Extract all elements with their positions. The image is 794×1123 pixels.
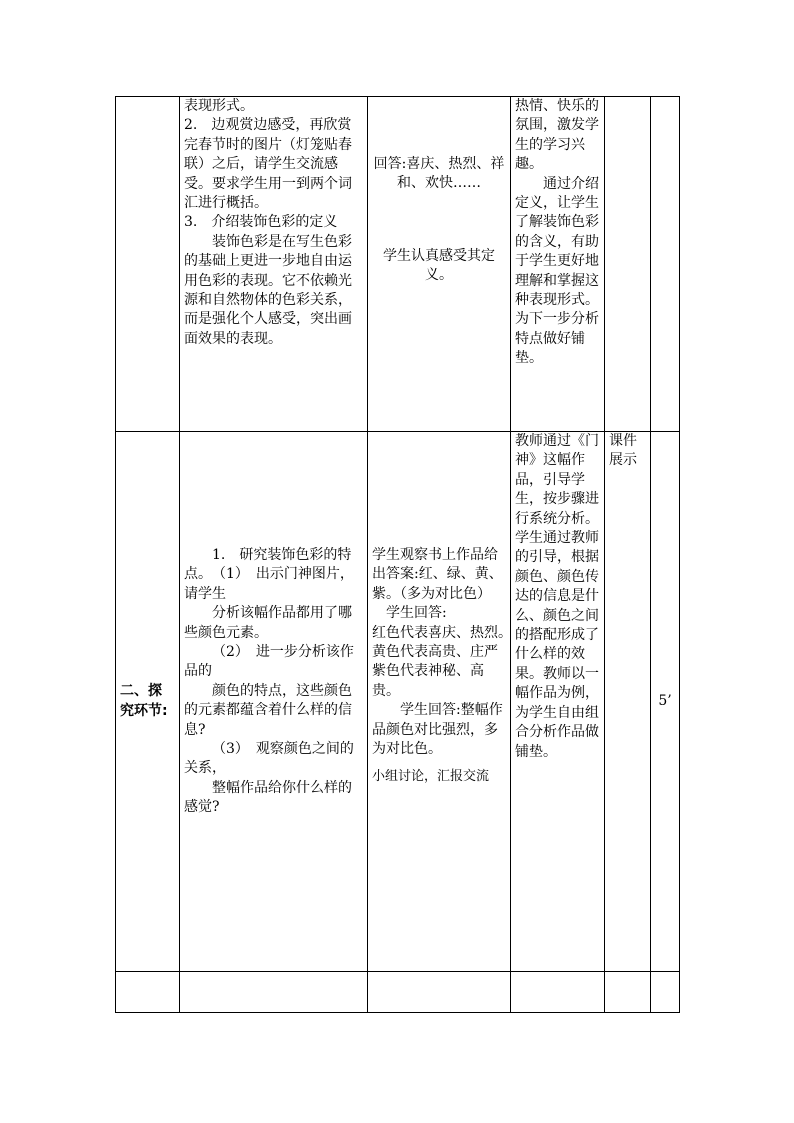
purpose-cell [511, 972, 605, 1013]
time-text: 5’ [658, 692, 672, 709]
time-cell [651, 972, 680, 1013]
student-answer: 学生认真感受其定义。 [383, 247, 495, 284]
activity-text: （3） 观察颜色之间的关系， [184, 741, 354, 777]
table-row [116, 97, 680, 432]
student-answer: 小组讨论，汇报交流 [372, 769, 490, 785]
student-answer: 学生回答:整幅作品颜色对比强烈，多为对比色。 [372, 702, 503, 758]
time-cell [651, 97, 680, 432]
purpose-text: 通过介绍定义，让学生了解装饰色彩的含义，有助于学生更好地理解和掌握这种表现形式。为下一步分析特点做好铺垫。 [515, 175, 599, 367]
activity-text: 1. 研究装饰色彩的特点。 （1） 出示门神图片，请学生 [184, 547, 354, 602]
purpose-cell [511, 432, 605, 972]
table-row [116, 432, 680, 972]
teacher-activity-cell [180, 432, 368, 972]
teacher-activity-cell [180, 972, 368, 1013]
activity-text: 装饰色彩是在写生色彩的基础上更进一步地自由运用色彩的表现。它不依赖光源和自然物体的色彩关系，而是强化个人感受，突出画面效果的表现。 [184, 233, 352, 347]
media-cell [605, 97, 651, 432]
media-cell [605, 972, 651, 1013]
activity-text: 颜色的特点，这些颜色的元素都蕴含着什么样的信息? [184, 682, 352, 738]
student-activity-cell [368, 972, 511, 1013]
media-cell [605, 432, 651, 972]
activity-text: 分析该幅作品都用了哪些颜色元素。 [184, 605, 352, 641]
student-activity-cell [368, 432, 519, 972]
stage-cell [116, 972, 180, 1013]
student-answer: 红色代表喜庆、热烈。 黄色代表高贵、庄严 紫色代表神秘、高贵。 [372, 624, 519, 699]
lesson-plan-table [115, 96, 680, 1013]
teacher-activity-cell [180, 97, 368, 432]
activity-text: 3. 介绍装饰色彩的定义 [184, 214, 338, 231]
stage-cell [116, 97, 180, 432]
media-text: 课件展示 [609, 433, 637, 469]
table-row [116, 972, 680, 1013]
time-cell [651, 432, 680, 972]
student-answer: 回答:喜庆、热烈、祥和、欢快…… [373, 156, 505, 192]
activity-text: 2. 边观赏边感受，再欣赏完春节时的图片（灯笼贴春联）之后，请学生交流感受。要求学生用一到两个词汇进行概括。 [184, 117, 352, 212]
activity-text: （2） 进一步分析该作品的 [184, 644, 354, 680]
purpose-cell [511, 97, 605, 432]
purpose-text: 教师通过《门神》这幅作品，引导学生，按步骤进行系统分析。学生通过教师的引导，根据颜色、颜色传达的信息是什么、颜色之间的搭配形成了什么样的效果。教师以一幅作品为例，为学生自由组合分析作品做铺垫。 [515, 433, 599, 760]
purpose-text: 热情、快乐的氛围，激发学生的学习兴趣。 [515, 98, 599, 173]
stage-cell: 二、探究环节: [116, 432, 180, 972]
student-answer: 学生观察书上作品给出答案:红、绿、黄、紫。（多为对比色） [372, 547, 503, 602]
activity-text: 整幅作品给你什么样的感觉? [184, 779, 352, 816]
student-activity-cell [368, 97, 511, 432]
activity-text: 表现形式。 [184, 98, 254, 114]
student-answer: 学生回答: [386, 605, 447, 622]
